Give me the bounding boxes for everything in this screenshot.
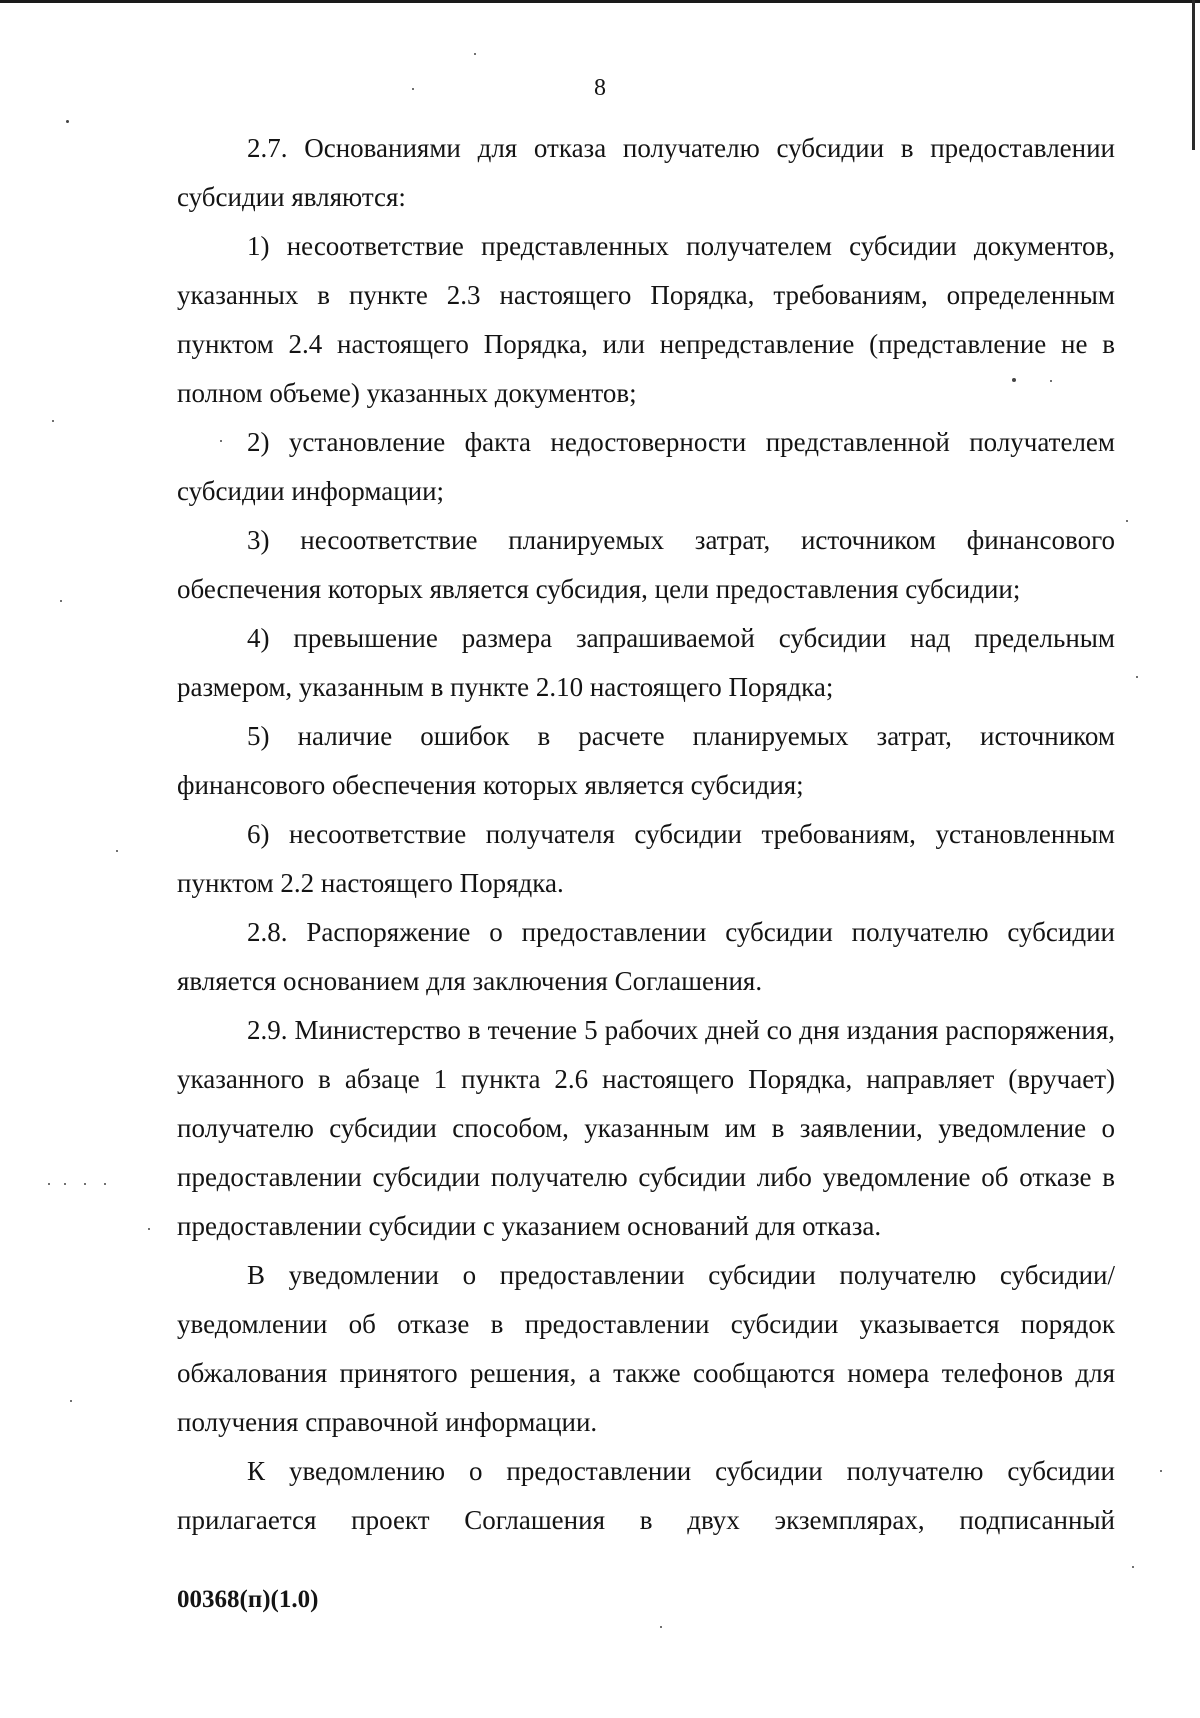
scan-speck [220, 440, 222, 442]
scan-speck [1012, 378, 1016, 382]
list-item-6: 6) несоответствие получателя субсидии требованиям, установленным пунктом 2.2 настоящего Порядка. [177, 819, 1115, 898]
scan-speck [52, 420, 54, 422]
page-number: 8 [594, 75, 606, 101]
paragraph-2-7: 2.7. Основаниями для отказа получателю субсидии в предоставлении субсидии являются: [177, 133, 1115, 212]
scan-speck [1132, 1566, 1134, 1568]
document-body [177, 124, 1115, 1545]
scan-speck [660, 1626, 662, 1628]
scan-speck [104, 1183, 106, 1185]
scan-speck [70, 1400, 72, 1402]
scan-speck [474, 53, 476, 55]
scan-speck [1160, 1470, 1162, 1472]
list-item-4: 4) превышение размера запрашиваемой субсидии над предельным размером, указанным в пункте 2.10 настоящего Порядка; [177, 623, 1115, 702]
paragraph-notification-contents: В уведомлении о предоставлении субсидии получателю субсидии/уведомлении об отказе в предоставлении субсидии указывается порядок обжалования принятого решения, а также сообщаются номера телефонов для получения справочной информации. [177, 1260, 1115, 1437]
scan-speck [66, 120, 69, 123]
top-edge-line [0, 0, 1200, 3]
list-item-3: 3) несоответствие планируемых затрат, источником финансового обеспечения которых является субсидия, цели предоставления субсидии; [177, 525, 1115, 604]
list-item-1: 1) несоответствие представленных получателем субсидии документов, указанных в пункте 2.3 настоящего Порядка, требованиям, определенным пунктом 2.4 настоящего Порядка, или непредставление (представление не в полном объеме) указанных документов; [177, 231, 1115, 408]
scan-speck [64, 1183, 66, 1185]
paragraph-2-9: 2.9. Министерство в течение 5 рабочих дней со дня издания распоряжения, указанного в абзаце 1 пункта 2.6 настоящего Порядка, направляет (вручает) получателю субсидии способом, указанным им в заявлении, уведомление о предоставлении субсидии получателю субсидии либо уведомление об отказе в предоставлении субсидии с указанием оснований для отказа. [177, 1015, 1115, 1241]
scan-speck [48, 1183, 50, 1185]
paragraph-2-8: 2.8. Распоряжение о предоставлении субсидии получателю субсидии является основанием для заключения Соглашения. [177, 917, 1115, 996]
list-item-5: 5) наличие ошибок в расчете планируемых затрат, источником финансового обеспечения которых является субсидия; [177, 721, 1115, 800]
scan-speck [116, 850, 118, 852]
paragraph-notification-attachment: К уведомлению о предоставлении субсидии получателю субсидии прилагается проект Соглашения в двух экземплярах, подписанный [177, 1456, 1115, 1535]
scan-speck [1050, 380, 1052, 382]
scan-speck [1126, 520, 1128, 522]
scan-speck [60, 600, 62, 602]
scan-speck [84, 1183, 86, 1185]
scan-speck [1136, 676, 1138, 678]
scan-speck [412, 88, 414, 90]
list-item-2: 2) установление факта недостоверности представленной получателем субсидии информации; [177, 427, 1115, 506]
scan-speck [148, 1228, 150, 1230]
document-code: 00368(п)(1.0) [177, 1586, 319, 1613]
